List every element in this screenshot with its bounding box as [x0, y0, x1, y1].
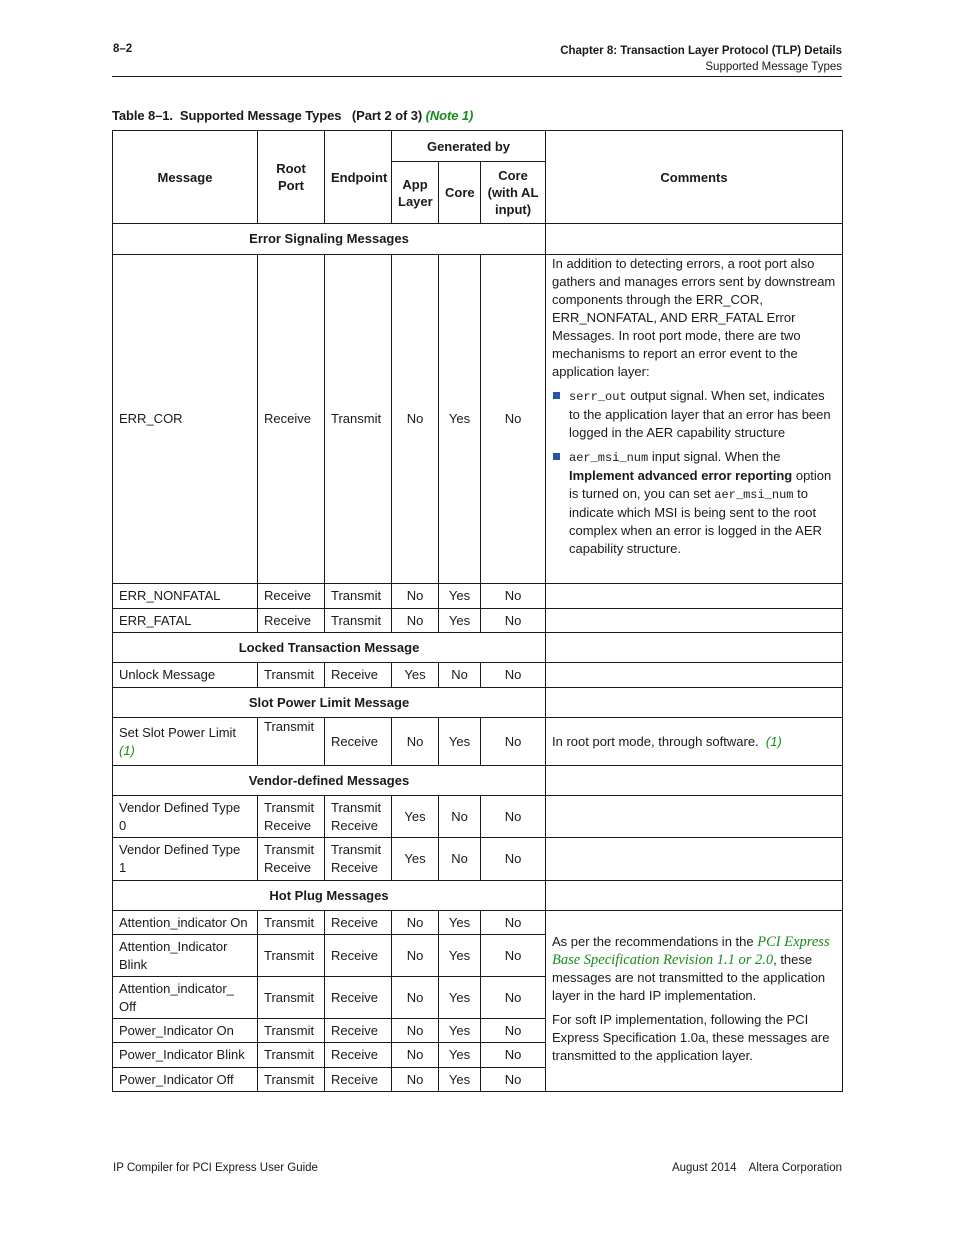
table-row: Vendor Defined Type 1 Transmit Receive Transmit Receive Yes No No: [113, 838, 843, 881]
bullet-icon: [553, 453, 560, 460]
table-row: ERR_COR Receive Transmit No Yes No In addition to detecting errors, a root port also gathers and manages errors sent by downstream components through the ERR_COR, ERR_NONFATAL, AND ERR_FATAL Error Messages. In root port mode, there are two mechanisms to report an error event to the application layer: serr_out output signal. When set, indicates to the application layer that an error has been logged in the AER capability structure aer_msi_num input signal. When the Implement advanced error reporting option is turned on, you can set aer_msi_num to indicate which MSI is being sent to the root complex when an error is logged in the AER capability structure.: [113, 255, 843, 584]
section-vendor-defined: Vendor-defined Messages: [113, 766, 546, 796]
table-row: Set Slot Power Limit (1) Transmit Receive No Yes No In root port mode, through software. (1): [113, 718, 843, 766]
col-core: Core: [439, 162, 481, 224]
err-cor-comment: In addition to detecting errors, a root port also gathers and manages errors sent by downstream components through the ERR_COR, ERR_NONFATAL, AND ERR_FATAL Error Messages. In root port mode, there are two mechanisms to report an error event to the application layer: serr_out output signal. When set, indicates to the application layer that an error has been logged in the AER capability structure aer_msi_num input signal. When the Implement advanced error reporting option is turned on, you can set aer_msi_num to indicate which MSI is being sent to the root complex when an error is logged in the AER capability structure.: [546, 255, 843, 584]
table-row: Attention_indicator_ Off Transmit Receive No Yes No: [113, 977, 843, 1019]
section-row: [113, 224, 843, 255]
chapter-title: Chapter 8: Transaction Layer Protocol (TLP) Details: [560, 45, 842, 57]
header-row: [113, 131, 843, 162]
section-locked-transaction: Locked Transaction Message: [113, 633, 546, 663]
col-generated-by: Generated by: [392, 131, 546, 162]
table-row: ERR_NONFATAL Receive Transmit No Yes No: [113, 584, 843, 609]
table-row: ERR_FATAL Receive Transmit No Yes No: [113, 609, 843, 633]
table-row: Power_Indicator Off Transmit Receive No Yes No: [113, 1068, 843, 1092]
footer-doc-title: IP Compiler for PCI Express User Guide: [113, 1162, 318, 1174]
section-row: [113, 881, 843, 911]
caption-note-link[interactable]: (Note 1): [425, 108, 474, 123]
table-row: Power_Indicator Blink Transmit Receive No Yes No: [113, 1043, 843, 1068]
section-hot-plug: Hot Plug Messages: [113, 881, 546, 911]
running-header: [560, 43, 842, 75]
col-comments: Comments: [546, 131, 843, 224]
table-row: Attention_indicator On Transmit Receive No Yes No As per the recommendations in the PCI Express Base Specification Revision 1.1 or 2.0, these messages are not transmitted to the application layer in the hard IP implementation. For soft IP implementation, following the PCI Express Specification 1.0a, these messages are transmitted to the application layer.: [113, 911, 843, 935]
col-endpoint: Endpoint: [325, 131, 392, 224]
slot-power-comment: In root port mode, through software. (1): [546, 718, 843, 766]
col-message: Message: [113, 131, 258, 224]
table-row: Attention_Indicator Blink Transmit Receive No Yes No: [113, 935, 843, 977]
header-rule: [112, 76, 842, 77]
pci-spec-link[interactable]: PCI Express Base Specification Revision 1.1 or 2.0: [552, 934, 830, 968]
list-item: aer_msi_num input signal. When the Implement advanced error reporting option is turned on, you can set aer_msi_num to indicate which MSI is being sent to the root complex when an error is logged in the AER capability structure.: [552, 448, 836, 558]
list-item: serr_out output signal. When set, indicates to the application layer that an error has been logged in the AER capability structure: [552, 387, 836, 442]
section-title: Supported Message Types: [705, 61, 842, 73]
supported-message-types-table: [112, 130, 843, 1092]
hot-plug-comment: As per the recommendations in the PCI Express Base Specification Revision 1.1 or 2.0, these messages are not transmitted to the application layer in the hard IP implementation. For soft IP implementation, following the PCI Express Specification 1.0a, these messages are transmitted to the application layer.: [546, 911, 843, 1092]
table-row: Vendor Defined Type 0 Transmit Receive Transmit Receive Yes No No: [113, 796, 843, 838]
section-error-signaling: Error Signaling Messages: [113, 224, 546, 255]
section-row: [113, 766, 843, 796]
table-row: Unlock Message Transmit Receive Yes No No: [113, 663, 843, 688]
page-number: 8–2: [113, 43, 133, 55]
col-root-port: Root Port: [258, 131, 325, 224]
caption-title: Table 8–1. Supported Message Types (Part 2 of 3): [112, 108, 423, 123]
table-caption: [112, 108, 473, 123]
section-row: [113, 633, 843, 663]
col-app-layer: App Layer: [392, 162, 439, 224]
footnote-link[interactable]: (1): [119, 742, 135, 758]
section-slot-power-limit: Slot Power Limit Message: [113, 688, 546, 718]
footnote-link[interactable]: (1): [765, 733, 782, 749]
section-row: [113, 688, 843, 718]
col-core-al: Core (with AL input): [481, 162, 546, 224]
table-row: Power_Indicator On Transmit Receive No Yes No: [113, 1019, 843, 1043]
bullet-icon: [553, 392, 560, 399]
footer-date-company: August 2014 Altera Corporation: [671, 1162, 842, 1174]
